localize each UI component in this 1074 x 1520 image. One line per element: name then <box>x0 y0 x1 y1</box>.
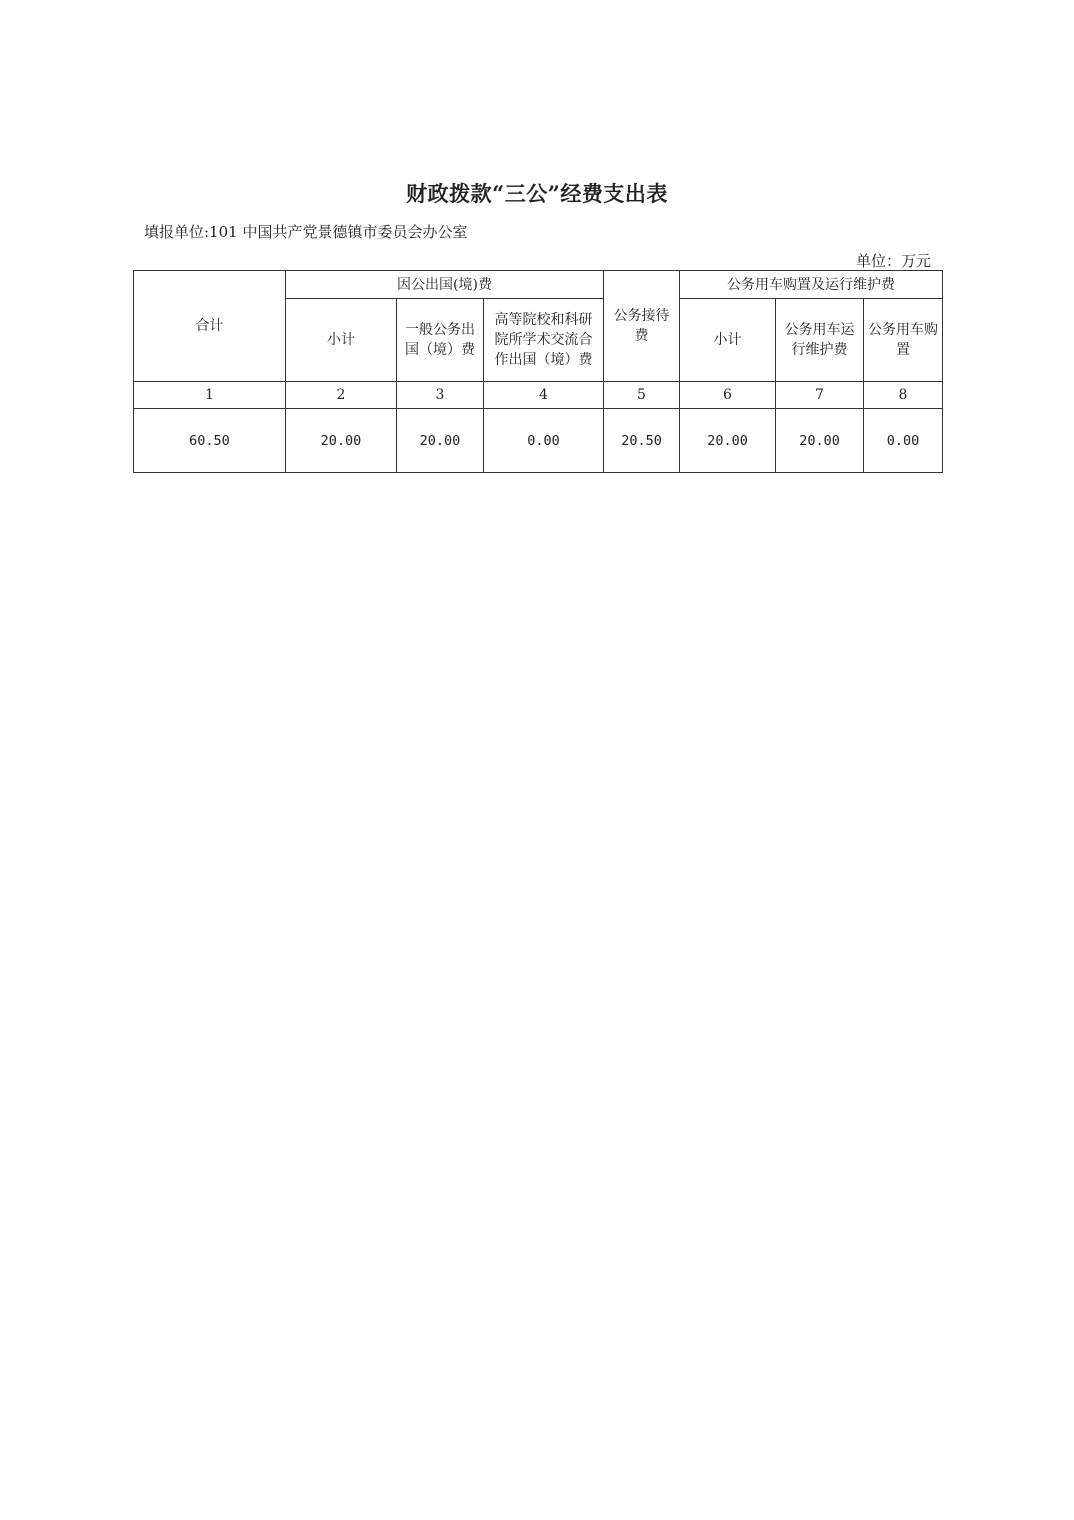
header-general-abroad: 一般公务出国（境）费 <box>397 299 484 382</box>
header-group-vehicle: 公务用车购置及运行维护费 <box>680 271 943 299</box>
table-row <box>134 382 943 409</box>
column-number: 7 <box>776 382 864 409</box>
value-cell: 0.00 <box>864 409 943 473</box>
header-academic-abroad: 高等院校和科研院所学术交流合作出国（境）费 <box>484 299 604 382</box>
reporting-unit: 填报单位:101 中国共产党景德镇市委员会办公室 <box>144 223 468 241</box>
column-number: 5 <box>604 382 680 409</box>
column-number: 1 <box>134 382 286 409</box>
value-cell: 20.00 <box>397 409 484 473</box>
value-cell: 0.00 <box>484 409 604 473</box>
header-vehicle-subtotal: 小计 <box>680 299 776 382</box>
page-title: 财政拨款“三公”经费支出表 <box>406 181 668 206</box>
value-cell: 20.00 <box>776 409 864 473</box>
value-cell: 20.00 <box>680 409 776 473</box>
header-reception: 公务接待费 <box>604 271 680 382</box>
header-abroad-subtotal: 小计 <box>286 299 397 382</box>
three-public-expense-table <box>133 270 943 473</box>
column-number: 4 <box>484 382 604 409</box>
currency-unit: 单位：万元 <box>855 252 931 270</box>
value-cell: 20.50 <box>604 409 680 473</box>
column-number: 2 <box>286 382 397 409</box>
header-vehicle-maintenance: 公务用车运行维护费 <box>776 299 864 382</box>
column-number: 8 <box>864 382 943 409</box>
header-group-abroad: 因公出国(境)费 <box>286 271 604 299</box>
header-vehicle-purchase: 公务用车购置 <box>864 299 943 382</box>
value-cell: 20.00 <box>286 409 397 473</box>
header-total: 合计 <box>134 271 286 382</box>
column-number: 6 <box>680 382 776 409</box>
column-number: 3 <box>397 382 484 409</box>
value-cell: 60.50 <box>134 409 286 473</box>
table-row <box>134 409 943 473</box>
